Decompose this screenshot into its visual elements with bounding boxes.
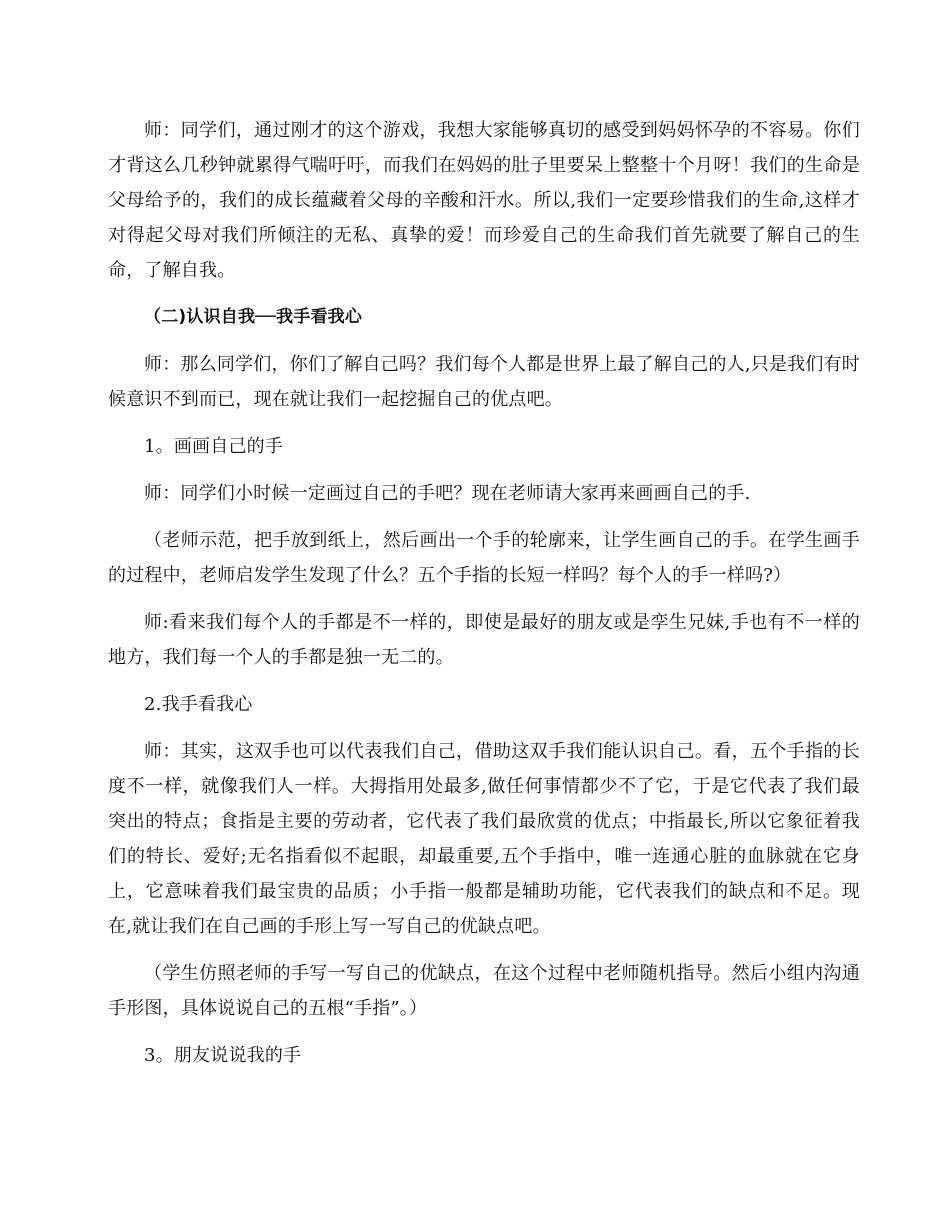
paragraph-demo-note: （老师示范，把手放到纸上，然后画出一个手的轮廓来，让学生画自己的手。在学生画手的过程中，老师启发学生发现了什么？五个手指的长短一样吗？每个人的手一样吗?） (108, 530, 860, 586)
paragraph-student-activity-note: （学生仿照老师的手写一写自己的优缺点，在这个过程中老师随机指导。然后小组内沟通手形图，具体说说自己的五根“手指”。） (108, 963, 860, 1019)
paragraph-teacher-five-fingers: 师：其实，这双手也可以代表我们自己，借助这双手我们能认识自己。看，五个手指的长度不一样，就像我们人一样。大拇指用处最多,做任何事情都少不了它，于是它代表了我们最突出的特点；食指是主要的劳动者，它代表了我们最欣赏的优点；中指最长,所以它象征着我们的特长、爱好;无名指看似不起眼，却最重要,五个手指中，唯一连通心脏的血脉就在它身上，它意味着我们最宝贵的品质；小手指一般都是辅助功能，它代表我们的缺点和不足。现在,就让我们在自己画的手形上写一写自己的优缺点吧。 (108, 741, 860, 937)
paragraph-teacher-know-yourself: 师：那么同学们，你们了解自己吗？我们每个人都是世界上最了解自己的人,只是我们有时候意识不到而已，现在就让我们一起挖掘自己的优点吧。 (108, 354, 860, 410)
paragraph-teacher-unique-hands: 师:看来我们每个人的手都是不一样的，即使是最好的朋友或是孪生兄妹,手也有不一样的地方，我们每一个人的手都是独一无二的。 (108, 612, 860, 668)
paragraph-teacher-pregnancy: 师：同学们，通过刚才的这个游戏，我想大家能够真切的感受到妈妈怀孕的不容易。你们才背这么几秒钟就累得气喘吁吁，而我们在妈妈的肚子里要呆上整整十个月呀！我们的生命是父母给予的，我们的成长蕴藏着父母的辛酸和汗水。所以,我们一定要珍惜我们的生命,这样才对得起父母对我们所倾注的无私、真挚的爱！而珍爱自己的生命我们首先就要了解自己的生命，了解自我。 (108, 120, 860, 281)
paragraph-teacher-draw-hand: 师：同学们小时候一定画过自己的手吧？现在老师请大家再来画画自己的手. (144, 483, 751, 504)
document-body (108, 113, 860, 1073)
section-heading-know-yourself: （二)认识自我──我手看我心 (144, 307, 363, 327)
subheading-draw-hand: 1。画画自己的手 (144, 436, 284, 457)
subheading-friends-hand: 3。朋友说说我的手 (144, 1045, 302, 1066)
subheading-hand-heart: 2.我手看我心 (144, 694, 253, 715)
